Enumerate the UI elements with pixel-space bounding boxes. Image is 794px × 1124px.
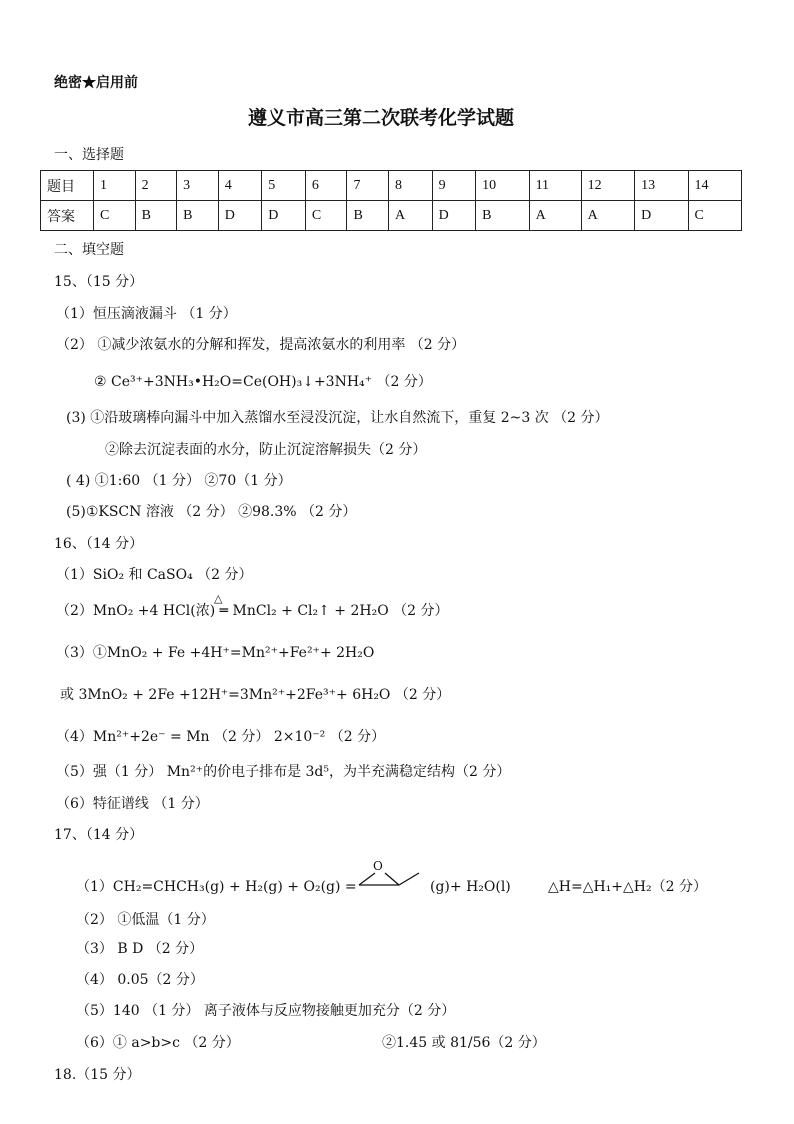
q15-line: ( 4) ①1:60 （1 分） ②70（1 分）: [66, 473, 292, 489]
table-cell: B: [476, 201, 529, 231]
table-cell: 6: [305, 171, 347, 201]
q15-line: ② Ce³⁺+3NH₃•H₂O=Ce(OH)₃↓+3NH₄⁺ （2 分）: [94, 374, 432, 390]
heat-mark: △: [214, 592, 223, 605]
q16-line: 或 3MnO₂ + 2Fe +12H⁺=3Mn²⁺+2Fe³⁺+ 6H₂O （2 分）: [60, 687, 451, 703]
table-cell: 5: [262, 171, 306, 201]
table-cell: 9: [432, 171, 476, 201]
secret-label: 绝密★启用前: [54, 75, 138, 91]
q18-header: 18.（15 分）: [54, 1067, 141, 1083]
q17-line: （5）140 （1 分） 离子液体与反应物接触更加充分（2 分）: [76, 1003, 456, 1019]
q17-line: ②1.45 或 81/56（2 分）: [382, 1035, 546, 1051]
table-cell: 3: [177, 171, 219, 201]
q16-line: （1）SiO₂ 和 CaSO₄ （2 分）: [56, 567, 253, 583]
table-cell: C: [94, 201, 136, 231]
q17-header: 17、（14 分）: [54, 827, 144, 843]
table-cell: D: [432, 201, 476, 231]
table-cell: B: [135, 201, 177, 231]
q16-header: 16、（14 分）: [54, 536, 144, 552]
q17-line: （4） 0.05（2 分）: [76, 972, 204, 988]
table-cell: 8: [389, 171, 433, 201]
row-label-answer: 答案: [41, 201, 94, 231]
answer-table: [40, 170, 742, 231]
table-cell: 10: [476, 171, 529, 201]
q16-line: （6）特征谱线 （1 分）: [56, 796, 209, 812]
table-row-numbers: [41, 171, 742, 201]
table-cell: 7: [347, 171, 389, 201]
table-cell: 2: [135, 171, 177, 201]
section-heading-fill: 二、填空题: [54, 242, 124, 258]
q17-line: （3） B D （2 分）: [76, 941, 204, 957]
table-cell: D: [635, 201, 688, 231]
table-cell: 4: [218, 171, 262, 201]
table-cell: 13: [635, 171, 688, 201]
q16-line: （3）①MnO₂ + Fe +4H⁺=Mn²⁺+Fe²⁺+ 2H₂O: [56, 645, 375, 661]
q15-line: （2） ①减少浓氨水的分解和挥发，提高浓氨水的利用率 （2 分）: [56, 337, 466, 353]
q17-line: （1）CH₂=CHCH₃(g) + H₂(g) + O₂(g) =: [76, 879, 357, 895]
table-cell: D: [262, 201, 306, 231]
q17-line: （2） ①低温（1 分）: [76, 912, 215, 928]
table-cell: C: [305, 201, 347, 231]
q15-line: (5)①KSCN 溶液 （2 分） ②98.3% （2 分）: [66, 504, 357, 520]
q15-header: 15、（15 分）: [54, 274, 144, 290]
q17-line: △H=△H₁+△H₂（2 分）: [548, 879, 707, 895]
table-cell: B: [347, 201, 389, 231]
epoxide-ring-icon: [355, 868, 427, 892]
epoxide-oxygen: O: [373, 859, 383, 873]
table-cell: A: [389, 201, 433, 231]
q16-line: （4）Mn²⁺+2e⁻ = Mn （2 分） 2×10⁻² （2 分）: [56, 729, 386, 745]
q17-line: (g)+ H₂O(l): [430, 879, 511, 895]
table-cell: D: [218, 201, 262, 231]
q15-line: ②除去沉淀表面的水分，防止沉淀溶解损失（2 分）: [105, 442, 427, 458]
table-cell: A: [581, 201, 634, 231]
table-cell: 11: [529, 171, 581, 201]
row-label-number: 题目: [41, 171, 94, 201]
page-title: 遵义市高三第二次联考化学试题: [248, 107, 515, 129]
table-cell: C: [688, 201, 741, 231]
q16-line: （2）MnO₂ +4 HCl(浓) ═ MnCl₂ + Cl₂↑ + 2H₂O （2 分）: [56, 603, 449, 619]
section-heading-choice: 一、选择题: [54, 147, 124, 163]
q16-line: （5）强（1 分） Mn²⁺的价电子排布是 3d⁵，为半充满稳定结构（2 分）: [56, 764, 511, 780]
table-cell: B: [177, 201, 219, 231]
table-cell: 1: [94, 171, 136, 201]
table-cell: A: [529, 201, 581, 231]
table-cell: 14: [688, 171, 741, 201]
q15-line: (3) ①沿玻璃棒向漏斗中加入蒸馏水至浸没沉淀，让水自然流下，重复 2~3 次 （2 分）: [66, 410, 609, 426]
q15-line: （1）恒压滴液漏斗 （1 分）: [56, 306, 237, 322]
q17-line: （6）① a>b>c （2 分）: [76, 1035, 240, 1051]
table-row-answers: [41, 201, 742, 231]
table-cell: 12: [581, 171, 634, 201]
